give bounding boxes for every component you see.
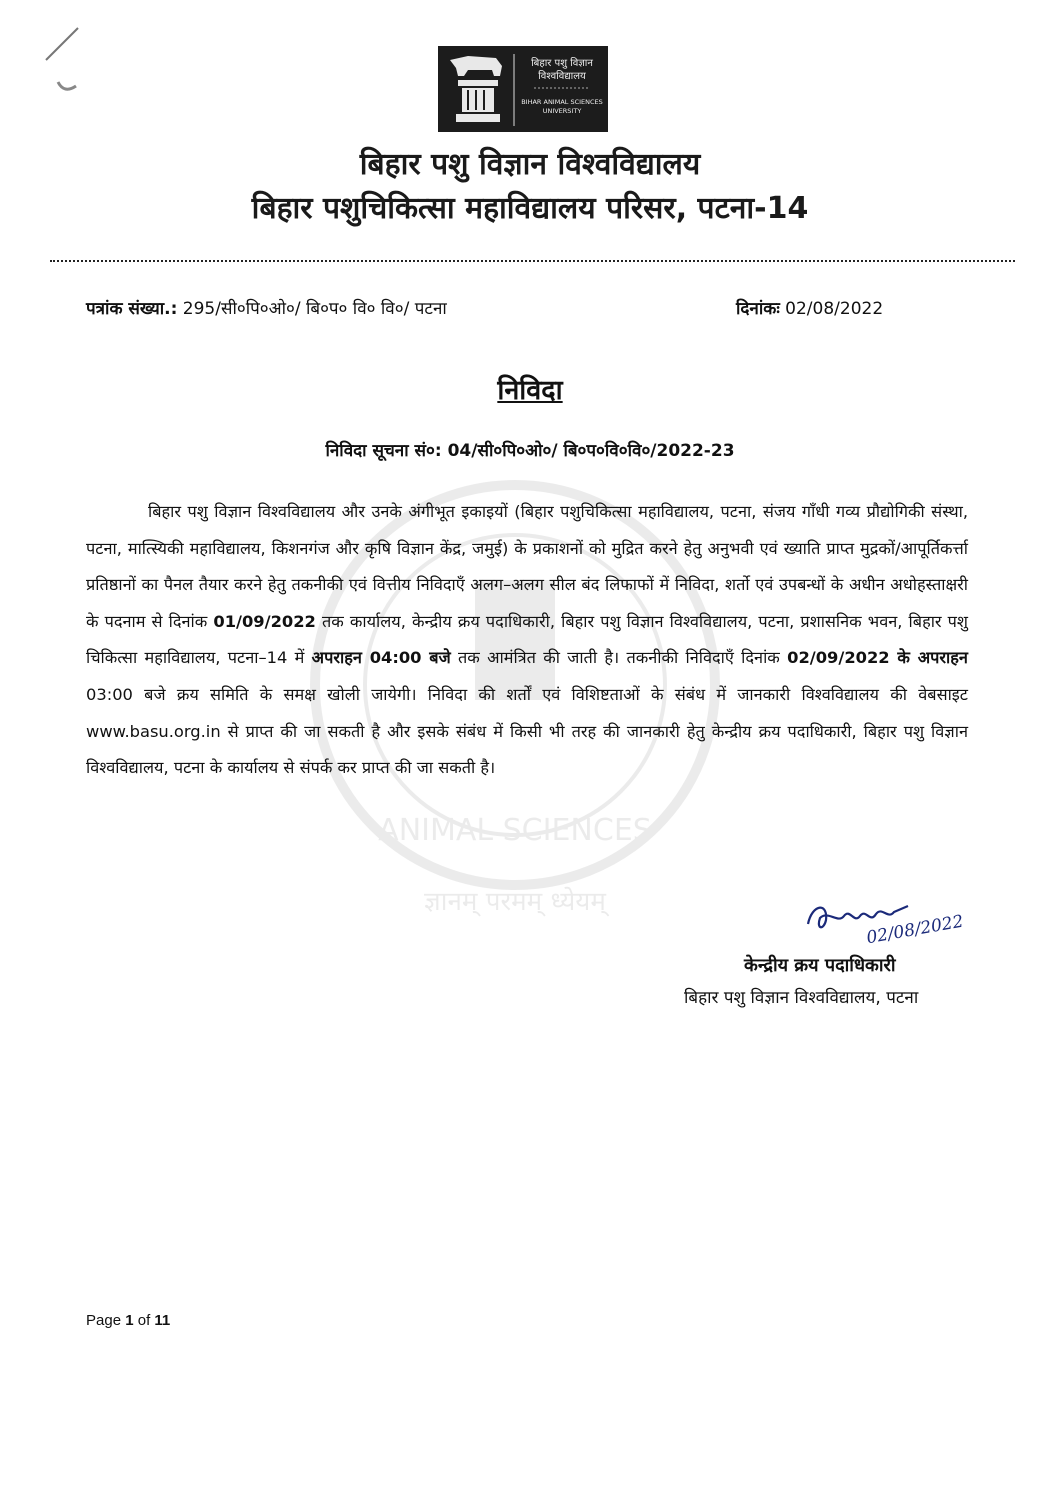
letter-date-label: दिनांकः	[736, 299, 780, 319]
signatory-designation: केन्द्रीय क्रय पदाधिकारी	[744, 955, 896, 976]
campus-address: बिहार पशुचिकित्सा महाविद्यालय परिसर, पटना-14	[251, 191, 809, 226]
letter-date	[736, 296, 883, 319]
body-text-part4: 03:00 बजे क्रय समिति के समक्ष खोली जायेगी। निविदा की शर्तों एवं विशिष्टताओं के संबंध में जानकारी विश्वविद्यालय की वेबसाइट www.basu.org.in से प्राप्त की जा सकती है और इसके संबंध में किसी भी तरह की जानकारी हेतु केन्द्रीय क्रय पदाधिकारी, बिहार पशु विज्ञान विश्वविद्यालय, पटना के कार्यालय से संपर्क कर प्राप्त की जा सकती है।	[86, 684, 968, 778]
scan-mark-icon	[30, 20, 100, 100]
letter-date-value: 02/08/2022	[785, 299, 884, 319]
letter-number	[86, 296, 447, 319]
page-label: Page	[86, 1312, 122, 1329]
watermark-motto: ज्ञानम् परमम् ध्येयम्	[424, 887, 606, 917]
page-number	[86, 1312, 170, 1329]
notice-body	[86, 494, 968, 787]
logo-line1: बिहार पशु विज्ञान	[531, 58, 593, 69]
letter-number-value: 295/सी०पि०ओ०/ बि०प० वि० वि०/ पटना	[182, 299, 447, 319]
logo-line2: विश्वविद्यालय	[538, 71, 586, 82]
page-current: 1	[125, 1312, 134, 1329]
body-bold-date2: 02/09/2022 के अपराहन	[787, 648, 968, 668]
body-bold-time: अपराहन 04:00 बजे	[311, 648, 451, 668]
university-logo	[438, 46, 608, 132]
watermark-text: ANIMAL SCIENCES	[378, 813, 652, 848]
signature-date: 02/08/2022	[865, 911, 965, 949]
header-divider	[50, 260, 1015, 262]
body-bold-date1: 01/09/2022	[213, 611, 316, 631]
notice-heading: निविदा	[497, 375, 563, 406]
body-text-part1: बिहार पशु विज्ञान विश्वविद्यालय और उनके अंगीभूत इकाइयों (बिहार पशुचिकित्सा महाविद्यालय, पटना, संजय गाँधी गव्य प्रौद्योगिकी संस्था, पटना, मात्स्यिकी महाविद्यालय, किशनगंज और कृषि विज्ञान केंद्र, जमुई) के प्रकाशनों को मुद्रित करने हेतु अनुभवी एवं ख्याति प्राप्त मुद्रकों/आपूर्तिकर्त्ता प्रतिष्ठानों का पैनल तैयार करने हेतु तकनीकी एवं वित्तीय निविदाएँ अलग–अलग सील बंद लिफाफों में निविदा, शर्तो एवं उपबन्धों के अधीन अधोहस्ताक्षरी के पदनाम से दिनांक	[86, 502, 968, 631]
page-total: 11	[154, 1312, 171, 1329]
signatory-organization: बिहार पशु विज्ञान विश्वविद्यालय, पटना	[684, 988, 919, 1008]
university-name: बिहार पशु विज्ञान विश्वविद्यालय	[359, 147, 701, 182]
page-of: of	[137, 1312, 151, 1329]
notice-number: निविदा सूचना सं०: 04/सी०पि०ओ०/ बि०प०वि०वि०/2022-23	[325, 441, 735, 461]
letter-number-label: पत्रांक संख्या.:	[86, 299, 178, 319]
body-text-part2: तक कार्यालय, केन्द्रीय क्रय पदाधिकारी, बिहार पशु विज्ञान विश्वविद्यालय, पटना, प्रशासनिक भवन, बिहार पशु चिकित्सा महाविद्यालय, पटना–14 में	[86, 611, 968, 668]
logo-line4: UNIVERSITY	[542, 107, 582, 115]
logo-line3: BIHAR ANIMAL SCIENCES	[521, 98, 603, 106]
body-text-part3: तक आमंत्रित की जाती है। तकनीकी निविदाएँ दिनांक	[457, 648, 780, 668]
